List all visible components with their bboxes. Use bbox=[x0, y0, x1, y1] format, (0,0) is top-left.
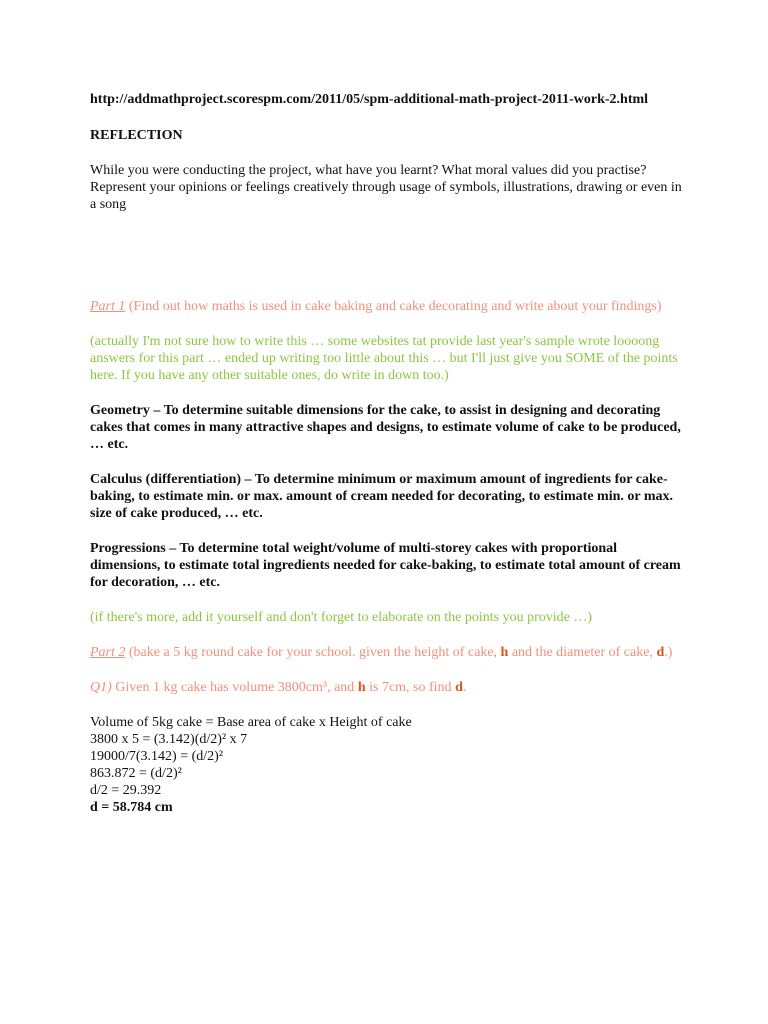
reflection-body: While you were conducting the project, what have you learnt? What moral values did you practise? Represent your opinions or feelings creatively through usage of symbols, illustrations, drawing or even in a song bbox=[90, 163, 682, 212]
q1-text-c: . bbox=[462, 680, 467, 695]
part1-paragraph bbox=[90, 298, 690, 315]
point-calculus: Calculus (differentiation) – To determine minimum or maximum amount of ingredients for cake-baking, to estimate min. or max. amount of cream needed for decorating, to estimate min. or max. size of cake produced, … etc. bbox=[90, 472, 673, 521]
final-answer: d = 58.784 cm bbox=[90, 800, 173, 815]
working-line: 3800 x 5 = (3.142)(d/2)² x 7 bbox=[90, 732, 248, 747]
point-progressions: Progressions – To determine total weight/volume of multi-storey cakes with proportional dimensions, to estimate total ingredients needed for cake-baking, to estimate total amount of cream for decoration, … etc. bbox=[90, 541, 681, 590]
source-url: http://addmathproject.scorespm.com/2011/05/spm-additional-math-project-2011-work-2.html bbox=[90, 92, 649, 107]
q1-label: Q1) bbox=[90, 680, 112, 695]
part2-h: h bbox=[500, 645, 509, 660]
part2-label: Part 2 bbox=[90, 645, 126, 660]
more-note: (if there's more, add it yourself and don't forget to elaborate on the points you provide …) bbox=[90, 610, 593, 625]
point-geometry: Geometry – To determine suitable dimensions for the cake, to assist in designing and decorating cakes that comes in many attractive shapes and designs, to estimate volume of cake to be produced, … etc. bbox=[90, 403, 681, 452]
part2-text-b: and the diameter of cake, bbox=[508, 645, 657, 660]
part2-d: d bbox=[656, 645, 665, 660]
q1-text-a: Given 1 kg cake has volume 3800cm³, and bbox=[111, 680, 358, 695]
part1-text: (Find out how maths is used in cake baking and cake decorating and write about your findings) bbox=[125, 299, 662, 314]
reflection-heading: REFLECTION bbox=[90, 128, 183, 143]
working-line: 19000/7(3.142) = (d/2)² bbox=[90, 749, 224, 764]
working-line: Volume of 5kg cake = Base area of cake x Height of cake bbox=[90, 715, 412, 730]
q1-text-b: is 7cm, so find bbox=[365, 680, 456, 695]
working-line: 863.872 = (d/2)² bbox=[90, 766, 182, 781]
q1-d: d bbox=[455, 680, 463, 695]
document-page bbox=[90, 91, 690, 816]
part1-label: Part 1 bbox=[90, 299, 126, 314]
part2-text-a: (bake a 5 kg round cake for your school. given the height of cake, bbox=[125, 645, 501, 660]
part1-note: (actually I'm not sure how to write this … some websites tat provide last year's sample wrote loooong answers for this part … ended up writing too little about this … but I'll just give you SOME of the points here. If you have any other suitable ones, do write in down too.) bbox=[90, 334, 678, 383]
q1-h: h bbox=[357, 680, 366, 695]
working-line: d/2 = 29.392 bbox=[90, 783, 162, 798]
q1-paragraph bbox=[90, 679, 690, 696]
working-block bbox=[90, 714, 690, 816]
part2-text-c: .) bbox=[664, 645, 673, 660]
part2-paragraph bbox=[90, 644, 690, 661]
